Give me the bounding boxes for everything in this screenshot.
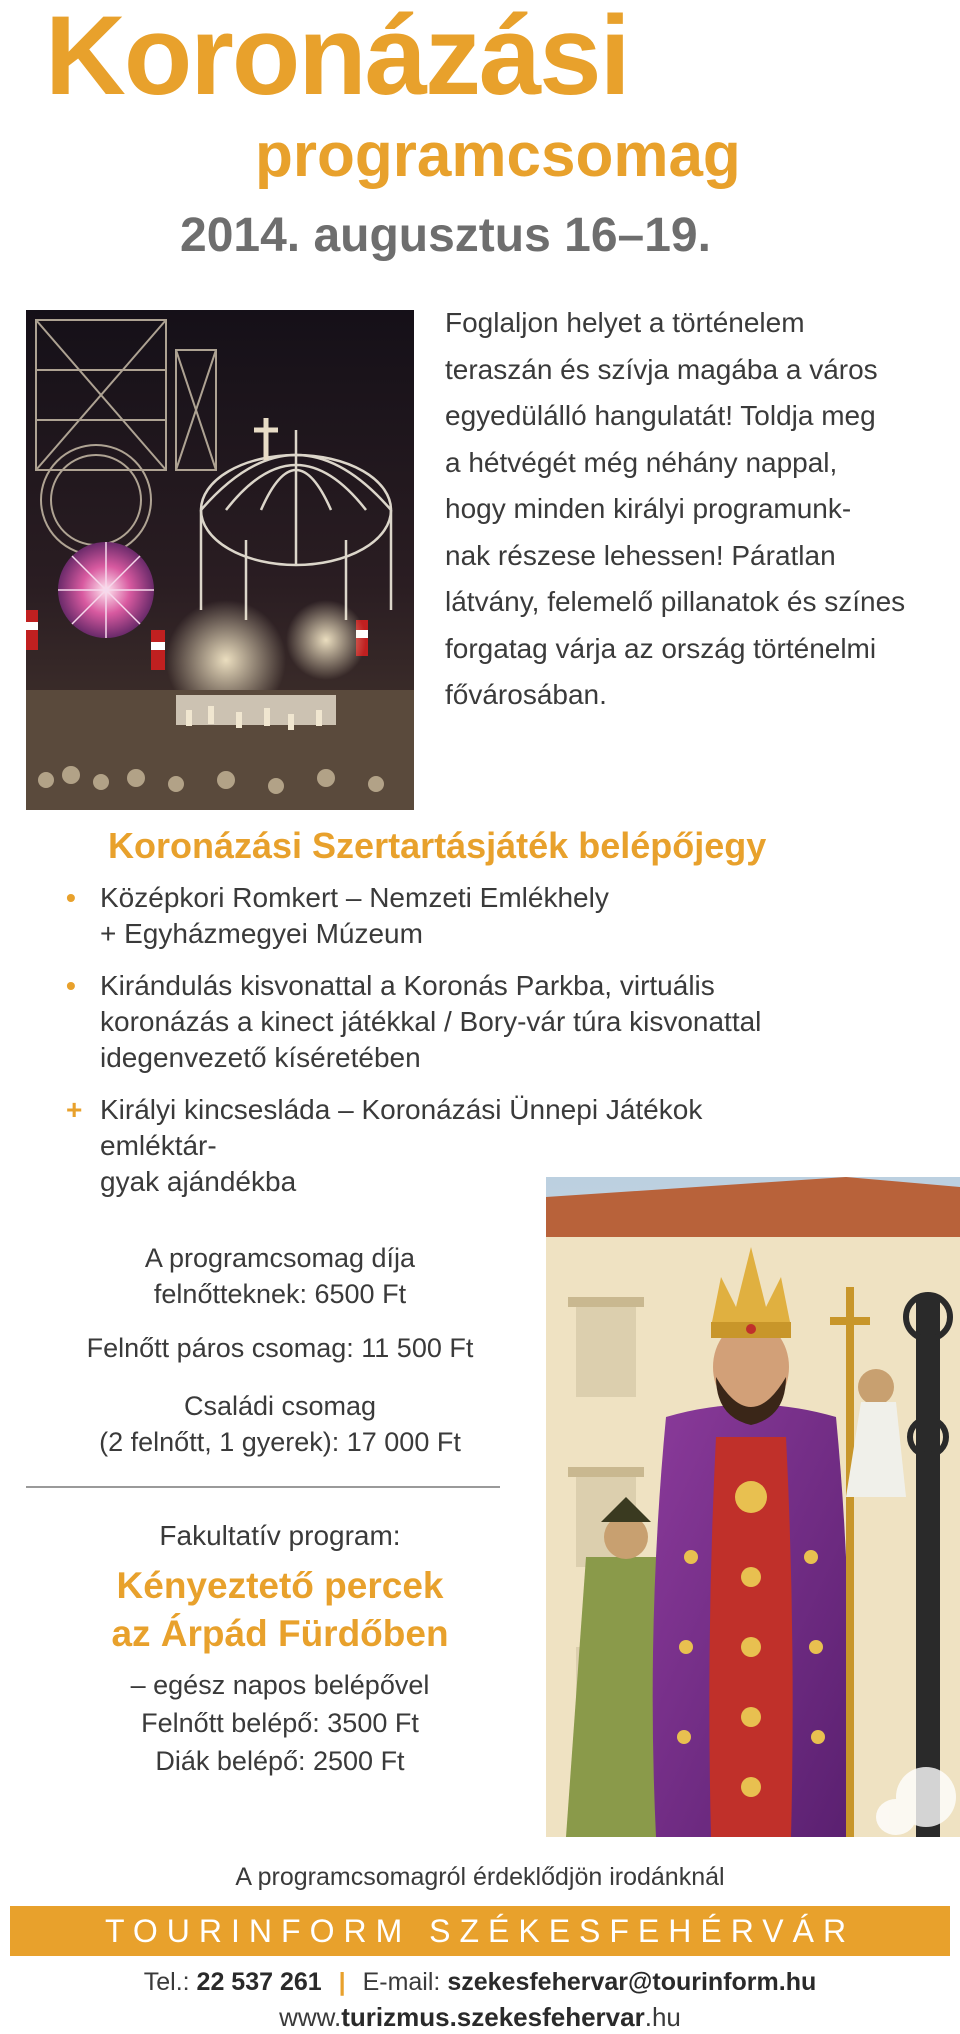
list-item-line: Középkori Romkert – Nemzeti Emlékhely [100, 882, 609, 913]
list-item [62, 968, 802, 1076]
ticket-heading: Koronázási Szertartásjáték belépőjegy [108, 825, 767, 866]
bullet-icon: • [66, 882, 76, 913]
phone-number[interactable]: 22 537 261 [196, 1968, 322, 1996]
plus-icon: + [66, 1094, 83, 1125]
optional-detail: Felnőtt belépő: 3500 Ft [141, 1708, 419, 1738]
list-item-line: Kirándulás kisvonattal a Koronás Parkba, virtuális [100, 970, 715, 1001]
list-item-line: koronázás a kinect játékkal / Bory-vár túra kisvonattal [100, 1006, 762, 1037]
optional-detail: Diák belépő: 2500 Ft [155, 1746, 405, 1776]
divider [26, 1486, 500, 1488]
website-link[interactable] [0, 2002, 960, 2033]
email-label: E-mail: [362, 1968, 441, 1996]
list-item-line: gyak ajándékba [100, 1166, 297, 1197]
family-price-label: Családi csomag [183, 1391, 377, 1421]
tourinform-banner [10, 1906, 950, 1956]
optional-detail: – egész napos belépővel [130, 1670, 430, 1700]
event-date: 2014. augusztus 16–19. [180, 209, 711, 262]
list-item [62, 880, 802, 952]
page-subtitle: programcsomag [255, 121, 741, 190]
couple-price: Felnőtt páros csomag: 11 500 Ft [86, 1333, 474, 1363]
optional-title-line: Kényeztető percek [116, 1565, 444, 1606]
intro-line: fővárosában. [445, 679, 607, 710]
intro-line: látvány, felemelő pillanatok és színes [445, 586, 906, 617]
optional-label: Fakultatív program: [159, 1520, 401, 1551]
phone-label: Tel.: [143, 1968, 190, 1996]
web-prefix: www. [279, 2002, 342, 2032]
ceremony-photo [26, 310, 414, 810]
list-item-line: idegenvezető kíséretében [100, 1042, 421, 1073]
list-item-line: Királyi kincsesláda – Koronázási Ünnepi Játékok emléktár- [100, 1094, 703, 1161]
intro-text [445, 300, 925, 719]
intro-line: nak részese lehessen! Páratlan [445, 539, 836, 571]
email-link[interactable]: szekesfehervar@tourinform.hu [447, 1968, 817, 1996]
family-price [50, 1388, 510, 1460]
web-main: turizmus.szekesfehervar [341, 2002, 645, 2032]
intro-line: a hétvégét még néhány nappal, [445, 446, 838, 478]
banner-text: TOURINFORM SZÉKESFEHÉRVÁR [104, 1913, 856, 1949]
adult-price [50, 1240, 510, 1312]
adult-price-label: A programcsomag díja [144, 1243, 416, 1273]
intro-line: egyedülálló hangulatát! Toldja meg [445, 400, 876, 431]
separator: | [338, 1968, 346, 1996]
contact-label: A programcsomagról érdeklődjön irodánknál [235, 1863, 725, 1891]
optional-title-line: az Árpád Fürdőben [111, 1613, 449, 1654]
page-title: Koronázási [45, 0, 629, 118]
king-figure-photo [546, 1177, 960, 1837]
optional-details [50, 1666, 510, 1780]
contact-line [0, 1968, 960, 1997]
ticket-list [62, 880, 802, 1200]
intro-line: Foglaljon helyet a történelem [445, 307, 805, 338]
optional-title [40, 1562, 520, 1658]
intro-line: teraszán és szívja magába a város [445, 353, 878, 385]
intro-line: hogy minden királyi programunk- [445, 493, 852, 524]
web-suffix: .hu [644, 2002, 681, 2032]
adult-price-value: felnőtteknek: 6500 Ft [153, 1279, 407, 1309]
list-item-line: + Egyházmegyei Múzeum [100, 918, 423, 949]
bullet-icon: • [66, 970, 76, 1001]
intro-line: forgatag várja az ország történelmi [445, 632, 877, 664]
family-price-value: (2 felnőtt, 1 gyerek): 17 000 Ft [99, 1427, 461, 1457]
